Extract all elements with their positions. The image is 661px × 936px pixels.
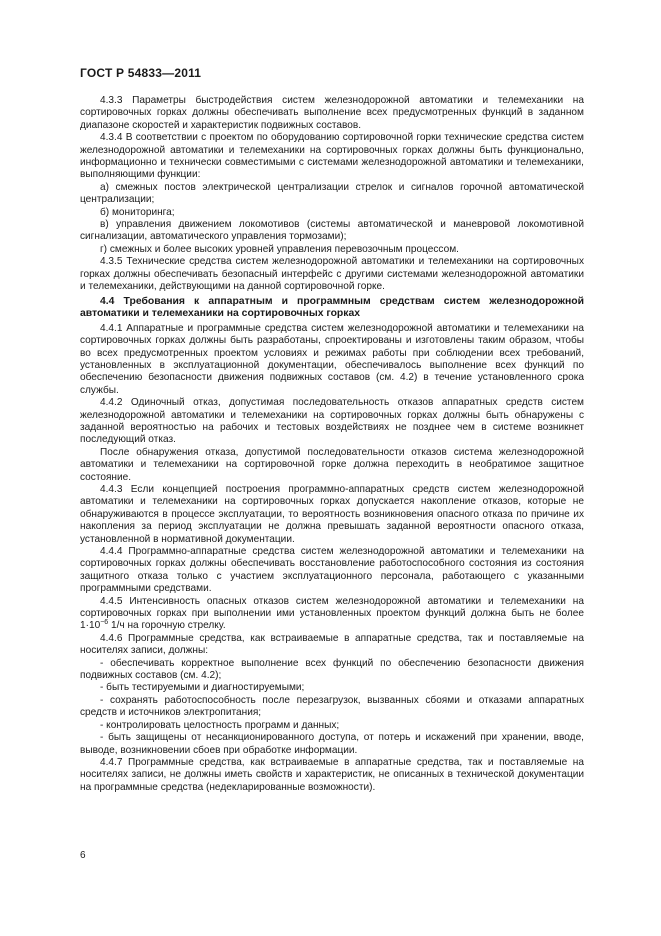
document-body [80, 95, 584, 794]
paragraph-4-4-5-text: 4.4.5 Интенсивность опасных отказов систем железнодорожной автоматики и телемеханики на сортировочных горках при выполнении ими установленных проектом функций должна быть не более [80, 595, 584, 620]
page-number: 6 [80, 850, 86, 861]
section-heading-4-4: 4.4 Требования к аппаратным и программным средствам систем железнодорожной автоматики и телемеханики на сортировочных горках [80, 295, 584, 320]
list-item-v: в) управления движением локомотивов (системы автоматической и маневровой локомотивной сигнализации, автоматического управления тормозами); [80, 219, 584, 243]
paragraph-4-4-2-cont: После обнаружения отказа, допустимой последовательности отказов система железнодорожной автоматики и телемеханики на сортировочной горке должна переходить в необратимое защитное состояние. [80, 446, 584, 483]
paragraph-4-4-3: 4.4.3 Если концепцией построения программно-аппаратных средств систем железнодорожной автоматики и телемеханики на сортировочных горках допускается накопление отказов, которые не обнаруживаются в процессе эксплуатации, то вероятность возникновения опасного отказа по причине их накопления за период эксплуатации не должна превышать заданной вероятности опасного отказа, установленной в нормативной документации. [80, 483, 584, 545]
paragraph-4-3-3: 4.3.3 Параметры быстродействия систем железнодорожной автоматики и телемеханики на сортировочных горках должны обеспечивать выполнение всех предусмотренных функций в заданном диапазоне скоростей и характеристик подвижных составов. [80, 95, 584, 131]
list-item-a: а) смежных постов электрической централизации стрелок и сигналов горочной автоматической централизации; [80, 181, 584, 206]
rate-value: 1·10 [80, 620, 101, 632]
dash-item-4: - контролировать целостность программ и данных; [100, 719, 340, 731]
document-header: ГОСТ Р 54833—2011 [80, 66, 202, 80]
rate-unit: 1/ч на горочную стрелку. [108, 620, 226, 632]
dash-item-5: - быть защищены от несанкционированного доступа, от потерь и искажений при хранении, вводе, выводе, возникновении сбоев при обработке информации. [80, 732, 584, 756]
paragraph-4-4-1: 4.4.1 Аппаратные и программные средства систем железнодорожной автоматики и телемеханики на сортировочных горках должны быть разработаны, спроектированы и изготовлены таким образом, чтобы во всех предусмотренных проектом условиях и режимах работы при соблюдении всех требований, установленных в эксплуатационной документации, обеспечивалось выполнение всех функций по обеспечению безопасности движения подвижных составов (см. 4.2) в течение установленного срока службы. [80, 322, 584, 396]
list-item-b: б) мониторинга; [100, 206, 175, 218]
list-item-g: г) смежных и более высоких уровней управления перевозочным процессом. [100, 243, 459, 255]
paragraph-4-4-4: 4.4.4 Программно-аппаратные средства систем железнодорожной автоматики и телемеханики на сортировочных горках должны обеспечивать восстановление работоспособного состояния из состояния защитного отказа только с участием эксплуатационного персонала, работающего с указанными программными средствами. [80, 546, 584, 595]
paragraph-4-4-2: 4.4.2 Одиночный отказ, допустимая последовательность отказов аппаратных средств систем железнодорожной автоматики и телемеханики на сортировочных горках должны быть обнаружены с заданной вероятностью на рабочих и тестовых воздействиях не позднее чем в системе возникнет последующий отказ. [80, 397, 584, 446]
paragraph-4-4-5 [80, 596, 584, 633]
dash-item-2: - быть тестируемыми и диагностируемыми; [100, 682, 305, 694]
dash-item-3: - сохранять работоспособность после перезагрузок, вызванных сбоями и отказами аппаратных средств и источников электропитания; [80, 694, 584, 719]
paragraph-4-4-6: 4.4.6 Программные средства, как встраиваемые в аппаратные средства, так и поставляемые на носителях записи, должны: [80, 632, 584, 657]
rate-exponent: −6 [100, 619, 109, 627]
paragraph-4-4-7: 4.4.7 Программные средства, как встраиваемые в аппаратные средства, так и поставляемые на носителях записи, не должны иметь свойств и характеристик, не описанных в технической документации на программные средства (недекларированные возможности). [80, 756, 584, 793]
paragraph-4-3-4: 4.3.4 В соответствии с проектом по оборудованию сортировочной горки технические средства систем железнодорожной автоматики и телемеханики на сортировочных горках должны быть функционально, информационно и технически совместимыми с системами железнодорожной автоматики и телемеханики, выполняющими функции: [80, 132, 584, 181]
paragraph-4-3-5: 4.3.5 Технические средства систем железнодорожной автоматики и телемеханики на сортировочных горках должны обеспечивать безопасный интерфейс с другими системами железнодорожной автоматики и телемеханики, действующими на данной сортировочной горке. [80, 256, 584, 293]
dash-item-1: - обеспечивать корректное выполнение всех функций по обеспечению безопасности движения подвижных составов (см. 4.2); [80, 657, 584, 682]
